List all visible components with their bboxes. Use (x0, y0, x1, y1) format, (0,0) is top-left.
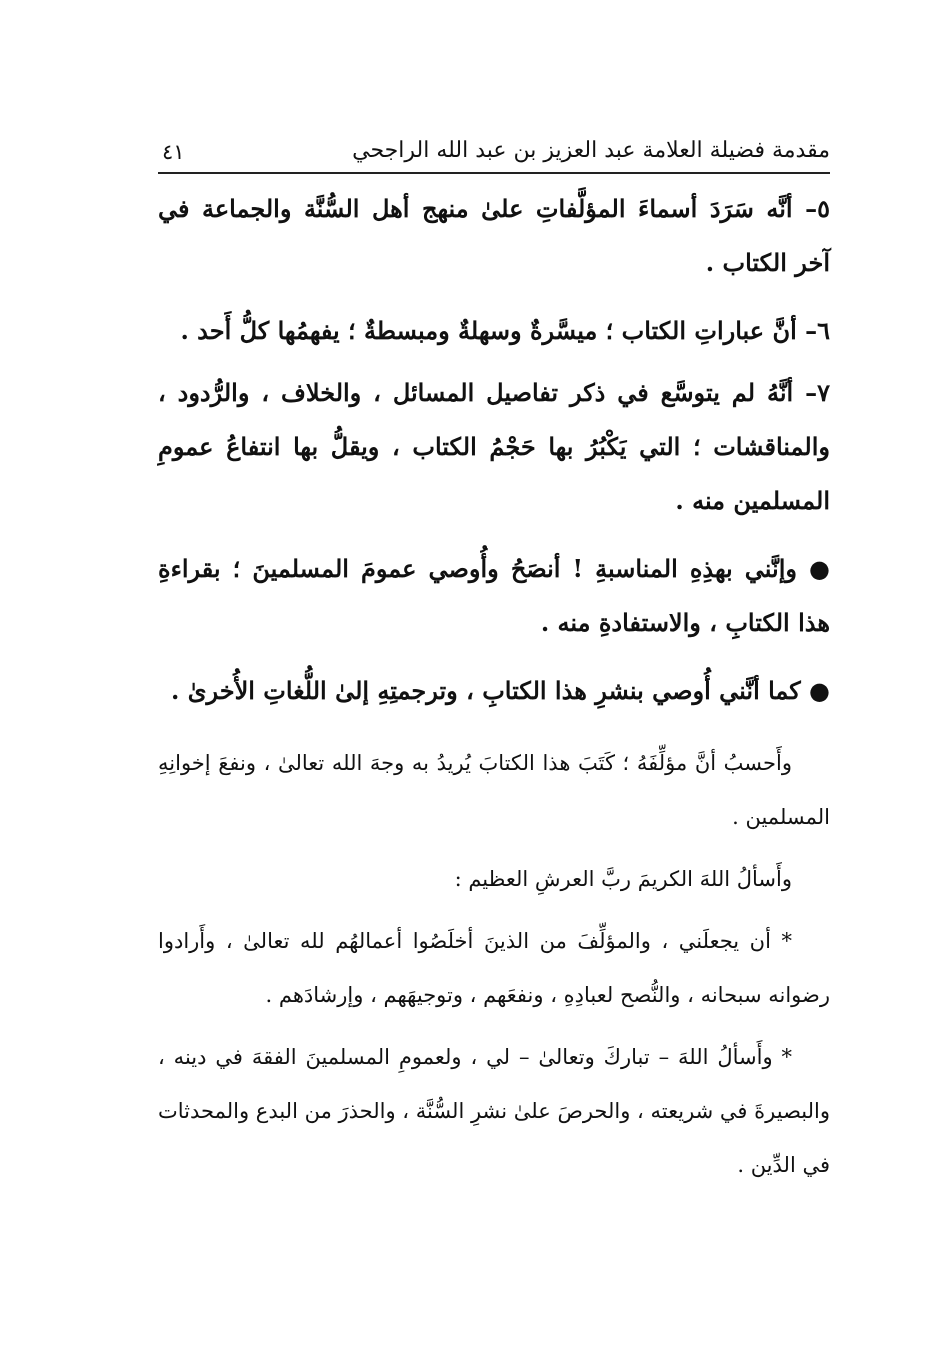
point-5: ٥– أنَّه سَرَدَ أسماءَ المؤلَّفاتِ علىٰ منهج أهل السُّنَّة والجماعة في آخر الكتاب . (158, 194, 830, 277)
supplication-1: * أن يجعلَني ، والمؤلِّفَ من الذينَ أخلَصُوا أعمالهُم لله تعالىٰ ، وأَرادوا رضوانه سبحانه ، والنُّصح لعبادِهِ ، ونفعَهم ، وتوجيهَهم ، وإرشادَهم . (158, 929, 830, 1007)
running-header (158, 136, 830, 174)
page-number: ٤١ (162, 140, 185, 164)
supplication-2: * وأَسألُ اللهَ – تباركَ وتعالىٰ – لي ، ولعمومِ المسلمينَ الفقهَ في دينه ، والبصيرةَ في شريعته ، والحرصَ علىٰ نشرِ السُّنَّة ، والحذرَ من البدع والمحدثات في الدِّين . (158, 1045, 830, 1177)
recommendation-reading: ● وإنَّني بهذِهِ المناسبةِ ! أنصَحُ وأُوصي عمومَ المسلمينَ ؛ بقراءةِ هذا الكتابِ ، والاستفادةِ منه . (158, 554, 830, 637)
document-body (158, 182, 830, 1192)
author-intention: وأَحسبُ أنَّ مؤلِّفَهُ ؛ كَتَبَ هذا الكتابَ يُريدُ به وجهَ الله تعالىٰ ، ونفعَ إخوانِهِ المسلمين . (158, 751, 830, 829)
recommendation-translation: ● كما أنَّني أُوصي بنشرِ هذا الكتابِ ، وترجمتِهِ إلىٰ اللُّغاتِ الأُخرىٰ . (171, 676, 830, 705)
supplication-intro: وأَسألُ اللهَ الكريمَ ربَّ العرشِ العظيم : (454, 867, 792, 891)
point-7: ٧– أنَّهُ لم يتوسَّع في ذكر تفاصيل المسائل ، والخلاف ، والرُّدود ، والمناقشات ؛ التي يَكْبُرُ بها حَجْمُ الكتاب ، ويقلُّ بها انتفاعُ عمومِ المسلمين منه . (158, 378, 830, 515)
point-6: ٦– أنَّ عباراتِ الكتاب ؛ ميسَّرةٌ وسهلةٌ ومبسطةٌ ؛ يفهمُها كلُّ أَحد . (180, 316, 830, 345)
running-title: مقدمة فضيلة العلامة عبد العزيز بن عبد الله الراجحي (352, 138, 830, 163)
